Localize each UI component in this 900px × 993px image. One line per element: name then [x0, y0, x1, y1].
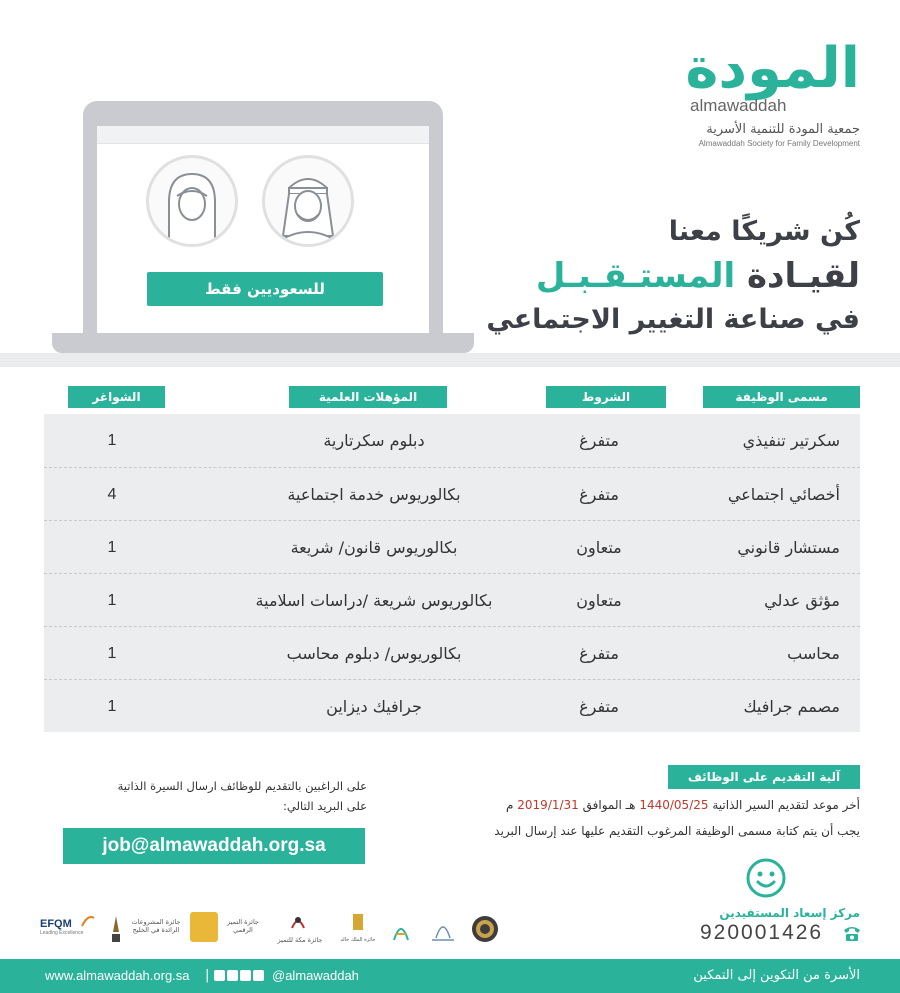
- logo-english: almawaddah: [690, 96, 787, 115]
- job-title: مستشار قانوني: [737, 538, 840, 557]
- job-condition: متفرغ: [579, 644, 619, 663]
- apply-note: يجب أن يتم كتابة مسمى الوظيفة المرغوب التقديم عليها عند إرسال البريد: [494, 824, 860, 838]
- email-link[interactable]: job@almawaddah.org.sa: [63, 828, 365, 864]
- deadline-gregorian: 2019/1/31: [517, 798, 579, 812]
- job-condition: متعاون: [576, 538, 622, 557]
- phone-icon: [842, 924, 862, 942]
- award-leading-projects: [110, 912, 190, 948]
- efqm-sub: Leading Excellence: [40, 930, 84, 936]
- headline: [460, 212, 860, 340]
- headline-line-2-prefix: لقيـادة: [746, 256, 860, 296]
- job-title: مؤثق عدلي: [764, 591, 840, 610]
- job-title: أخصائي اجتماعي: [727, 485, 840, 504]
- logo-arabic: المودة: [685, 36, 860, 101]
- email-intro-line-2: على البريد التالي:: [283, 799, 367, 813]
- efqm-text: EFQM: [40, 918, 72, 930]
- job-vacancies: 4: [107, 486, 117, 503]
- table-row: [44, 467, 860, 520]
- awards-strip: [40, 912, 510, 950]
- job-condition: متفرغ: [579, 485, 619, 504]
- deadline-prefix: أخر موعد لتقديم السير الذاتية: [712, 798, 860, 812]
- table-row: [44, 520, 860, 573]
- header-conditions: الشروط: [546, 386, 666, 408]
- job-title: سكرتير تنفيذي: [742, 431, 840, 450]
- foundation-logo-icon: [428, 914, 458, 944]
- laptop-base: [52, 333, 474, 353]
- job-condition: متفرغ: [579, 697, 619, 716]
- king-khalid-text: جائزة الملك خالد: [340, 937, 376, 943]
- job-vacancies: 1: [107, 432, 117, 449]
- apply-header: آلية التقديم على الوظائف: [668, 765, 860, 789]
- job-qualification: دبلوم سكرتارية: [323, 431, 425, 450]
- job-condition: متفرغ: [579, 431, 619, 450]
- job-qualification: بكالوريوس قانون/ شريعة: [290, 538, 458, 557]
- job-condition: متعاون: [576, 591, 622, 610]
- headline-line-2-accent: المستـقـبـل: [535, 256, 736, 296]
- logo: [680, 38, 860, 148]
- king-khalid-award-icon: [350, 912, 366, 932]
- smiley-icon: [746, 858, 786, 898]
- society-name-ar: جمعية المودة للتنمية الأسرية: [706, 122, 860, 137]
- digital-award-badge: [190, 912, 218, 942]
- makkah-award-icon: [288, 912, 308, 932]
- section-divider: [0, 353, 900, 367]
- job-vacancies: 1: [107, 592, 117, 609]
- table-row: [44, 626, 860, 679]
- job-vacancies: 1: [107, 645, 117, 662]
- footer-slogan: الأسرة من التكوين إلى التمكين: [693, 968, 860, 983]
- screen-title-bar: [97, 126, 429, 144]
- job-vacancies: 1: [107, 698, 117, 715]
- female-avatar-icon: [146, 155, 238, 247]
- saudi-only-badge: للسعوديين فقط: [147, 272, 383, 306]
- efqm-mark-icon: [80, 912, 96, 928]
- jobs-table: [44, 414, 860, 732]
- digital-excellence-text: جائزة التميز الرقمي: [227, 918, 259, 934]
- leading-projects-text: جائزة المشروعات الرائدة في الخليج: [131, 918, 181, 934]
- header-qualifications: المؤهلات العلمية: [289, 386, 447, 408]
- deadline-hijri: 1440/05/25: [639, 798, 709, 812]
- table-row: [44, 414, 860, 467]
- email-intro-line-1: على الراغبين بالتقديم للوظائف ارسال السيرة الذاتية: [117, 779, 367, 793]
- hijri-suffix: هـ الموافق: [582, 798, 636, 812]
- headline-line-2: [460, 252, 860, 300]
- male-avatar-icon: [262, 155, 354, 247]
- gregorian-suffix: م: [506, 798, 514, 812]
- footer-separator: |: [205, 968, 210, 983]
- society-name-en: Almawaddah Society for Family Development: [698, 139, 860, 148]
- job-qualification: بكالوريوس شريعة /دراسات اسلامية: [255, 591, 493, 610]
- apply-deadline: [390, 798, 860, 812]
- social-icons: [214, 970, 266, 982]
- header-vacancies: الشواغر: [68, 386, 165, 408]
- table-row: [44, 679, 860, 732]
- social-handle[interactable]: @almawaddah: [272, 968, 359, 983]
- table-row: [44, 573, 860, 626]
- award-makkah: [270, 912, 330, 948]
- footer: [0, 959, 900, 993]
- award-digital-excellence: [190, 912, 270, 948]
- email-intro: [62, 776, 367, 816]
- job-title: محاسب: [787, 644, 840, 663]
- website-link[interactable]: www.almawaddah.org.sa: [45, 968, 190, 983]
- headline-line-3: في صناعة التغيير الاجتماعي: [486, 304, 860, 335]
- phone-number[interactable]: 920001426: [700, 921, 824, 944]
- header-job-title: مسمى الوظيفة: [703, 386, 860, 408]
- seal-logo-icon: [470, 914, 500, 944]
- job-qualification: جرافيك ديزاين: [326, 697, 422, 716]
- job-vacancies: 1: [107, 539, 117, 556]
- job-qualification: بكالوريوس خدمة اجتماعية: [287, 485, 461, 504]
- makkah-text: جائزة مكة للتميز: [277, 936, 323, 944]
- phone-row: [700, 920, 862, 946]
- headline-line-1: كُن شريكًا معنا: [668, 216, 860, 247]
- beneficiaries-label: مركز إسعاد المستفيدين: [719, 906, 860, 920]
- trophy-icon: [110, 914, 122, 944]
- award-king-khalid: [338, 912, 378, 948]
- job-title: مصمم جرافيك: [743, 697, 840, 716]
- job-qualification: بكالوريوس/ دبلوم محاسب: [286, 644, 462, 663]
- calligraphy-logo-icon: [390, 914, 412, 944]
- efqm-logo: [40, 918, 83, 936]
